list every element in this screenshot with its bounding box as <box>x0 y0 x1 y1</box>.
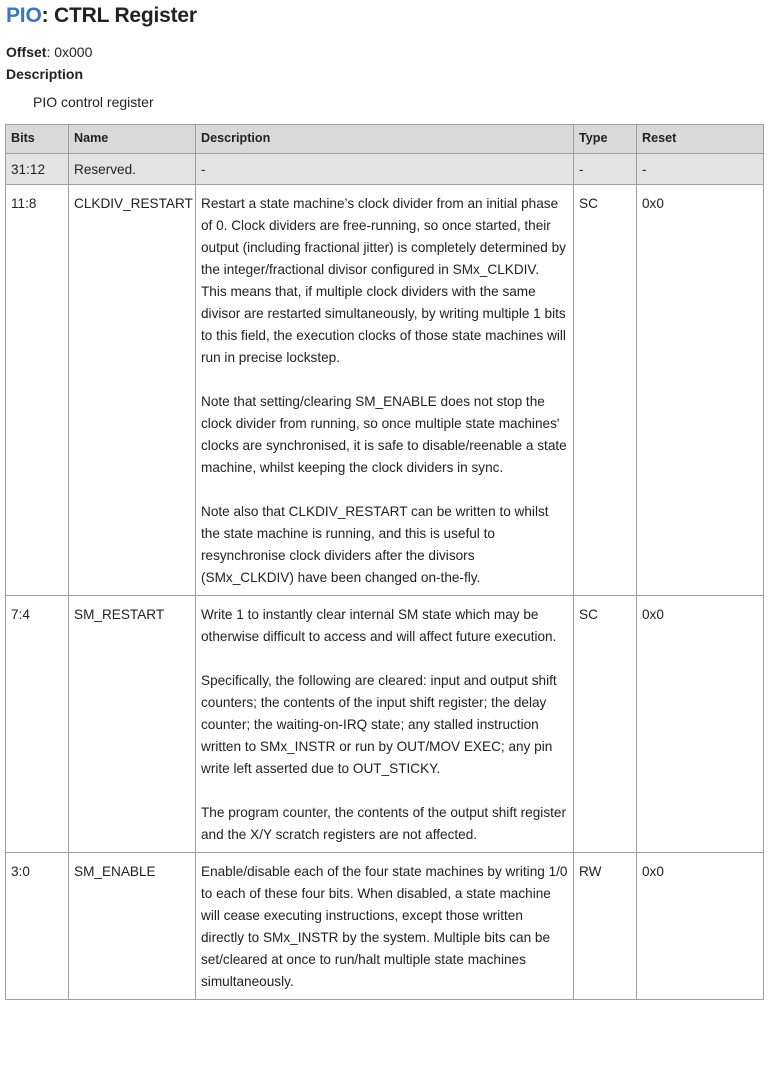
cell-reset: - <box>637 154 764 185</box>
cell-description <box>196 154 574 185</box>
description-paragraph: Specifically, the following are cleared: input and output shift counters; the contents of the input shift register; the delay counter; the waiting-on-IRQ state; any stalled instruction written to SMx_INSTR or run by OUT/MOV EXEC; any pin write left asserted due to OUT_STICKY. <box>201 673 557 776</box>
cell-type: SC <box>574 596 637 853</box>
description-paragraph: Restart a state machine’s clock divider from an initial phase of 0. Clock dividers are free-running, so once started, their output (including fractional jitter) is completely determined by the integer/fractional divisor configured in SMx_CLKDIV. This means that, if multiple clock dividers with the same divisor are restarted simultaneously, by writing multiple 1 bits to this field, the execution clocks of those state machines will run in precise lockstep. <box>201 196 566 365</box>
offset-value: : 0x000 <box>46 44 93 60</box>
cell-reset: 0x0 <box>637 596 764 853</box>
description-paragraph: The program counter, the contents of the output shift register and the X/Y scratch registers are not affected. <box>201 805 566 842</box>
description-paragraph: Enable/disable each of the four state machines by writing 1/0 to each of these four bits. When disabled, a state machine will cease executing instructions, except those written directly to SMx_INSTR by the system. Multiple bits can be set/cleared at once to run/halt multiple state machines simultaneously. <box>201 864 568 989</box>
cell-type: RW <box>574 853 637 1000</box>
cell-name: CLKDIV_RESTART <box>69 185 196 596</box>
cell-type: - <box>574 154 637 185</box>
cell-description <box>196 596 574 853</box>
table-row <box>6 185 764 596</box>
page-title-text: : CTRL Register <box>41 4 197 27</box>
col-header-description: Description <box>196 125 574 154</box>
description-paragraph: Write 1 to instantly clear internal SM state which may be otherwise difficult to access and will affect future execution. <box>201 607 557 644</box>
description-paragraph: Note that setting/clearing SM_ENABLE does not stop the clock divider from running, so once multiple state machines' clocks are synchronised, it is safe to disable/reenable a state machine, whilst keeping the clock dividers in sync. <box>201 394 567 475</box>
cell-type: SC <box>574 185 637 596</box>
cell-description <box>196 853 574 1000</box>
cell-reset: 0x0 <box>637 185 764 596</box>
offset-label: Offset <box>6 44 47 60</box>
description-label: Description <box>6 66 84 82</box>
col-header-reset: Reset <box>637 125 764 154</box>
pio-link[interactable]: PIO <box>6 4 42 27</box>
cell-name: SM_ENABLE <box>69 853 196 1000</box>
cell-bits: 31:12 <box>6 154 69 185</box>
offset-line <box>6 43 92 61</box>
col-header-type: Type <box>574 125 637 154</box>
page-title <box>6 2 197 30</box>
col-header-name: Name <box>69 125 196 154</box>
cell-reset: 0x0 <box>637 853 764 1000</box>
col-header-bits: Bits <box>6 125 69 154</box>
table-header-row <box>6 125 764 154</box>
cell-bits: 7:4 <box>6 596 69 853</box>
description-paragraph: Note also that CLKDIV_RESTART can be written to whilst the state machine is running, and this is useful to resynchronise clock dividers after the divisors (SMx_CLKDIV) have been changed on-the-fly. <box>201 504 549 585</box>
cell-name: SM_RESTART <box>69 596 196 853</box>
cell-description <box>196 185 574 596</box>
cell-bits: 3:0 <box>6 853 69 1000</box>
cell-name: Reserved. <box>69 154 196 185</box>
table-row <box>6 853 764 1000</box>
description-paragraph: - <box>201 162 206 177</box>
table-row <box>6 154 764 185</box>
cell-bits: 11:8 <box>6 185 69 596</box>
table-row <box>6 596 764 853</box>
description-text: PIO control register <box>33 94 154 110</box>
register-fields-table <box>5 124 764 1000</box>
